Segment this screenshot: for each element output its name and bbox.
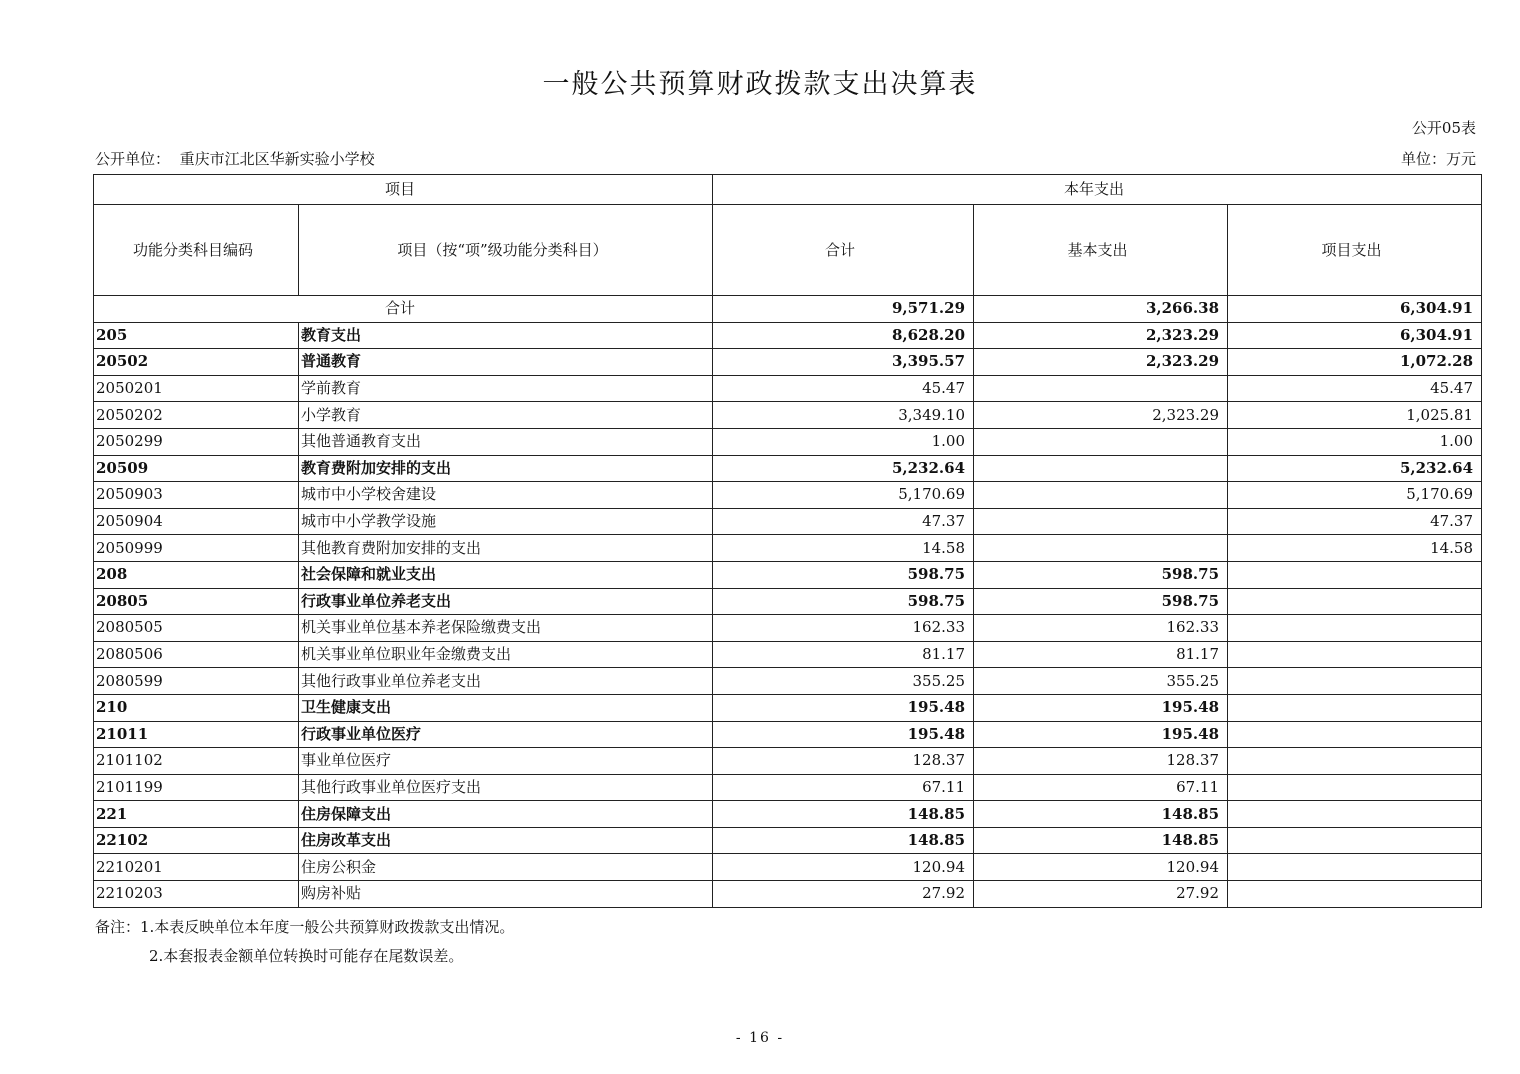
row-project: 6,304.91: [1228, 322, 1482, 349]
row-name: 学前教育: [299, 375, 713, 402]
row-project: [1228, 854, 1482, 881]
row-basic: 148.85: [974, 801, 1228, 828]
row-basic: 195.48: [974, 721, 1228, 748]
row-project: [1228, 748, 1482, 775]
row-basic: 128.37: [974, 748, 1228, 775]
expenditure-table: [93, 174, 1482, 908]
row-project: 45.47: [1228, 375, 1482, 402]
row-basic: 2,323.29: [974, 322, 1228, 349]
header-project-expense: 项目支出: [1228, 205, 1482, 296]
row-project: [1228, 561, 1482, 588]
row-code: 2080506: [94, 641, 299, 668]
header-total: 合计: [713, 205, 974, 296]
row-code: 2101102: [94, 748, 299, 775]
total-row-total: 9,571.29: [713, 296, 974, 323]
row-code: 2050999: [94, 535, 299, 562]
row-total: 598.75: [713, 561, 974, 588]
row-project: 1,025.81: [1228, 402, 1482, 429]
row-name: 机关事业单位基本养老保险缴费支出: [299, 615, 713, 642]
row-name: 教育费附加安排的支出: [299, 455, 713, 482]
table-row: [94, 588, 1482, 615]
row-code: 2101199: [94, 774, 299, 801]
row-project: [1228, 801, 1482, 828]
row-project: 1.00: [1228, 428, 1482, 455]
row-code: 20509: [94, 455, 299, 482]
row-total: 355.25: [713, 668, 974, 695]
row-total: 45.47: [713, 375, 974, 402]
row-code: 208: [94, 561, 299, 588]
row-name: 购房补贴: [299, 881, 713, 908]
row-project: [1228, 721, 1482, 748]
header-basic: 基本支出: [974, 205, 1228, 296]
row-basic: 67.11: [974, 774, 1228, 801]
table-row: [94, 801, 1482, 828]
row-total: 148.85: [713, 801, 974, 828]
row-project: [1228, 694, 1482, 721]
row-basic: 81.17: [974, 641, 1228, 668]
header-row-1: [94, 175, 1482, 205]
row-code: 2050904: [94, 508, 299, 535]
row-total: 47.37: [713, 508, 974, 535]
row-basic: 148.85: [974, 827, 1228, 854]
page-number: - 16 -: [735, 1030, 785, 1046]
row-name: 其他行政事业单位医疗支出: [299, 774, 713, 801]
row-total: 148.85: [713, 827, 974, 854]
row-code: 2210203: [94, 881, 299, 908]
total-row-basic: 3,266.38: [974, 296, 1228, 323]
header-item: 项目（按“项”级功能分类科目）: [299, 205, 713, 296]
row-basic: [974, 508, 1228, 535]
row-project: [1228, 668, 1482, 695]
row-name: 住房改革支出: [299, 827, 713, 854]
form-number: 公开05表: [1411, 119, 1476, 137]
row-name: 住房保障支出: [299, 801, 713, 828]
row-code: 2210201: [94, 854, 299, 881]
header-row-2: [94, 205, 1482, 296]
row-basic: 2,323.29: [974, 349, 1228, 376]
header-current-year: 本年支出: [713, 175, 1482, 205]
row-total: 195.48: [713, 721, 974, 748]
table-row: [94, 881, 1482, 908]
unit-name: 重庆市江北区华新实验小学校: [179, 150, 375, 168]
row-total: 128.37: [713, 748, 974, 775]
row-basic: [974, 375, 1228, 402]
row-project: [1228, 615, 1482, 642]
row-total: 5,232.64: [713, 455, 974, 482]
table-row: [94, 615, 1482, 642]
table-row: [94, 854, 1482, 881]
table-row: [94, 375, 1482, 402]
table-row: [94, 827, 1482, 854]
unit-label: 公开单位：: [95, 150, 171, 168]
table-row: [94, 428, 1482, 455]
row-basic: 120.94: [974, 854, 1228, 881]
row-total: 1.00: [713, 428, 974, 455]
row-basic: [974, 455, 1228, 482]
row-code: 20805: [94, 588, 299, 615]
row-code: 2050201: [94, 375, 299, 402]
row-name: 机关事业单位职业年金缴费支出: [299, 641, 713, 668]
row-basic: 355.25: [974, 668, 1228, 695]
total-row-label: 合计: [94, 296, 713, 323]
table-row: [94, 508, 1482, 535]
row-total: 598.75: [713, 588, 974, 615]
row-total: 3,395.57: [713, 349, 974, 376]
row-basic: 195.48: [974, 694, 1228, 721]
row-code: 22102: [94, 827, 299, 854]
row-project: [1228, 827, 1482, 854]
row-project: [1228, 774, 1482, 801]
row-total: 162.33: [713, 615, 974, 642]
total-row-project: 6,304.91: [1228, 296, 1482, 323]
row-project: 5,170.69: [1228, 482, 1482, 509]
row-project: 1,072.28: [1228, 349, 1482, 376]
row-name: 卫生健康支出: [299, 694, 713, 721]
row-total: 3,349.10: [713, 402, 974, 429]
table-row: [94, 349, 1482, 376]
row-basic: 27.92: [974, 881, 1228, 908]
row-code: 2050903: [94, 482, 299, 509]
row-basic: 598.75: [974, 561, 1228, 588]
row-project: [1228, 641, 1482, 668]
row-basic: 598.75: [974, 588, 1228, 615]
row-code: 2080505: [94, 615, 299, 642]
row-name: 事业单位医疗: [299, 748, 713, 775]
table-row: [94, 535, 1482, 562]
note-1: 备注：1.本表反映单位本年度一般公共预算财政拨款支出情况。: [95, 918, 515, 936]
row-total: 195.48: [713, 694, 974, 721]
row-name: 小学教育: [299, 402, 713, 429]
table-row: [94, 641, 1482, 668]
table-row: [94, 721, 1482, 748]
table-row: [94, 694, 1482, 721]
row-basic: 2,323.29: [974, 402, 1228, 429]
table-row: [94, 774, 1482, 801]
row-code: 20502: [94, 349, 299, 376]
row-name: 城市中小学校舍建设: [299, 482, 713, 509]
row-basic: [974, 428, 1228, 455]
table-row: [94, 455, 1482, 482]
row-project: [1228, 881, 1482, 908]
row-total: 120.94: [713, 854, 974, 881]
row-total: 5,170.69: [713, 482, 974, 509]
row-total: 27.92: [713, 881, 974, 908]
row-total: 67.11: [713, 774, 974, 801]
table-body: [94, 296, 1482, 908]
table-row: [94, 402, 1482, 429]
row-code: 2050202: [94, 402, 299, 429]
row-code: 21011: [94, 721, 299, 748]
currency-unit: 单位：万元: [1400, 150, 1476, 168]
row-name: 其他教育费附加安排的支出: [299, 535, 713, 562]
row-project: 14.58: [1228, 535, 1482, 562]
row-total: 14.58: [713, 535, 974, 562]
row-basic: [974, 535, 1228, 562]
row-code: 205: [94, 322, 299, 349]
row-project: 47.37: [1228, 508, 1482, 535]
header-project: 项目: [94, 175, 713, 205]
row-code: 221: [94, 801, 299, 828]
row-basic: [974, 482, 1228, 509]
row-project: [1228, 588, 1482, 615]
row-name: 教育支出: [299, 322, 713, 349]
row-name: 社会保障和就业支出: [299, 561, 713, 588]
notes: [95, 913, 514, 971]
table-row: [94, 482, 1482, 509]
row-total: 81.17: [713, 641, 974, 668]
row-code: 2080599: [94, 668, 299, 695]
total-row: [94, 296, 1482, 323]
row-name: 住房公积金: [299, 854, 713, 881]
header-code: 功能分类科目编码: [94, 205, 299, 296]
row-basic: 162.33: [974, 615, 1228, 642]
row-name: 其他行政事业单位养老支出: [299, 668, 713, 695]
row-total: 8,628.20: [713, 322, 974, 349]
table-row: [94, 748, 1482, 775]
row-project: 5,232.64: [1228, 455, 1482, 482]
note-2: 2.本套报表金额单位转换时可能存在尾数误差。: [149, 947, 464, 965]
table-row: [94, 668, 1482, 695]
table-row: [94, 561, 1482, 588]
row-code: 210: [94, 694, 299, 721]
row-name: 行政事业单位养老支出: [299, 588, 713, 615]
row-name: 其他普通教育支出: [299, 428, 713, 455]
reporting-unit: [95, 148, 375, 169]
row-name: 城市中小学教学设施: [299, 508, 713, 535]
row-code: 2050299: [94, 428, 299, 455]
row-name: 行政事业单位医疗: [299, 721, 713, 748]
page-title: 一般公共预算财政拨款支出决算表: [542, 69, 978, 100]
table-row: [94, 322, 1482, 349]
row-name: 普通教育: [299, 349, 713, 376]
